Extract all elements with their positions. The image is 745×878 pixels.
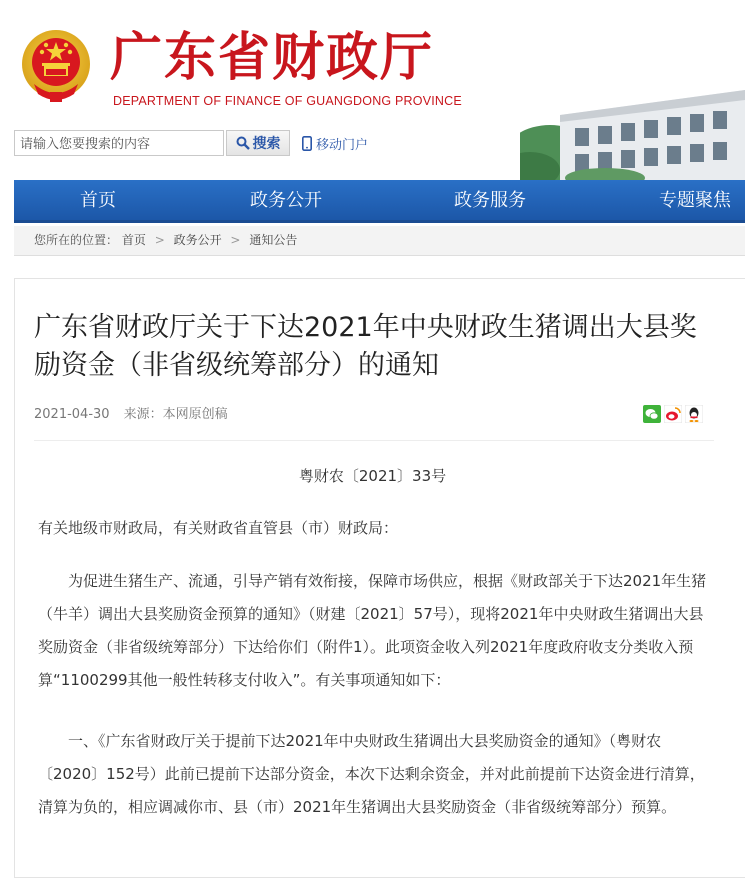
- qq-icon[interactable]: [685, 405, 703, 423]
- mobile-phone-icon: [302, 136, 312, 151]
- breadcrumb-item-government-affairs[interactable]: 政务公开: [173, 233, 222, 247]
- wechat-icon[interactable]: [643, 405, 661, 423]
- breadcrumb-item-notices[interactable]: 通知公告: [249, 233, 298, 247]
- site-title: 广东省财政厅: [110, 27, 435, 88]
- national-emblem-icon: [20, 26, 92, 108]
- nav-item-special-topics[interactable]: 专题聚焦: [659, 190, 731, 211]
- nav-item-home[interactable]: 首页: [80, 190, 116, 211]
- article-date: 2021-04-30: [34, 407, 110, 422]
- site-header: [0, 0, 745, 180]
- government-building-illustration: [520, 60, 745, 180]
- article-source: 来源：本网原创稿: [123, 407, 228, 422]
- breadcrumb-separator: >: [154, 233, 165, 247]
- nav-item-government-services[interactable]: 政务服务: [454, 190, 526, 211]
- article-paragraph: 为促进生猪生产、流通，引导产销有效衔接，保障市场供应，根据《财政部关于下达2021年生猪（牛羊）调出大县奖励资金预算的通知》（财建〔2021〕57号），现将2021年中央财政生猪调出大县奖励资金（非省级统筹部分）下达给你们（附件1）。此项资金收入列2021年度政府收支分类收入预算“1100299其他一般性转移支付收入”。有关事项通知如下：: [38, 572, 707, 689]
- addressee: 有关地级市财政局，有关财政省直管县（市）财政局：: [38, 519, 399, 537]
- search-input[interactable]: [14, 130, 224, 156]
- breadcrumb-item-home[interactable]: 首页: [121, 233, 146, 247]
- breadcrumb-prefix: 您所在的位置：: [34, 233, 119, 247]
- search-button[interactable]: [226, 130, 290, 156]
- document-number: 粤财农〔2021〕33号: [298, 467, 447, 485]
- mobile-portal-link[interactable]: [302, 134, 368, 153]
- article-paragraph: 一、《广东省财政厅关于提前下达2021年中央财政生猪调出大县奖励资金的通知》（粤财农〔2020〕152号）此前已提前下达部分资金，本次下达剩余资金，并对此前提前下达资金进行清算，清算为负的，相应调减你市、县（市）2021年生猪调出大县奖励资金（非省级统筹部分）预算。: [38, 732, 705, 816]
- breadcrumb-separator: >: [230, 233, 241, 247]
- main-nav: [14, 180, 745, 223]
- weibo-icon[interactable]: [664, 405, 682, 423]
- share-bar: [643, 405, 703, 423]
- nav-item-government-affairs[interactable]: 政务公开: [250, 190, 322, 211]
- mobile-portal-label: 移动门户: [316, 138, 369, 153]
- article-divider: [34, 440, 714, 441]
- magnifier-icon: [236, 136, 250, 150]
- breadcrumb: [14, 226, 745, 256]
- article-meta: [34, 403, 228, 422]
- search-button-label: 搜索: [252, 136, 281, 152]
- article-title: 广东省财政厅关于下达2021年中央财政生猪调出大县奖励资金（非省级统筹部分）的通知: [34, 312, 697, 381]
- site-subtitle: DEPARTMENT OF FINANCE OF GUANGDONG PROVINCE: [113, 94, 462, 108]
